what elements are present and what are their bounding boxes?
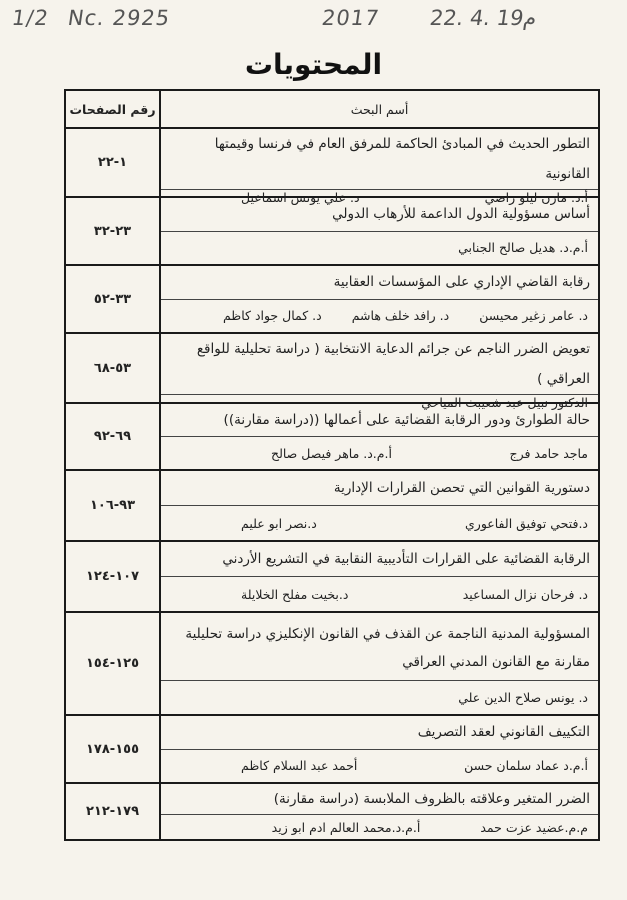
- handwritten-year: 2017: [320, 6, 382, 30]
- research-title: أساس مسؤولية الدول الداعمة للأرهاب الدولي: [161, 198, 598, 232]
- page-range: ١٧٩-٢١٢: [85, 804, 140, 819]
- author: د. فرحان نزال المساعيد: [462, 586, 588, 602]
- page-range: ٢٣-٣٢: [93, 223, 132, 239]
- page-range: ٩٣-١٠٦: [89, 498, 136, 513]
- author: الدكتور نبيل عبد شعيبث المياحي: [421, 395, 588, 410]
- author: أ.د. مازن ليلو راضي: [484, 190, 588, 205]
- author: أحمد عبد السلام كاظم: [241, 758, 358, 774]
- handwritten-date: 22. 4. 19م: [428, 6, 539, 30]
- research-title: دستورية القوانين التي تحصن القرارات الإدارية: [161, 471, 598, 506]
- author: م.م.عضيد عزت حمد: [480, 819, 588, 835]
- page-range: ٣٣-٥٢: [93, 291, 132, 307]
- author: أ.م.د. هديل صالح الجنابي: [458, 240, 588, 256]
- authors: [161, 232, 598, 265]
- page-range: ١٠٧-١٢٤: [85, 569, 140, 584]
- handwritten-ref-number: Nc. 2925: [66, 6, 172, 30]
- page-range: ١-٢٢: [97, 155, 128, 170]
- research-title: رقابة القاضي الإداري على المؤسسات العقابية: [161, 266, 598, 300]
- author: د.نصر ابو عليم: [241, 515, 317, 531]
- research-title: المسؤولية المدنية الناجمة عن القذف في القانون الإنكليزي دراسة تحليلية مقارنة مع القانون المدني العراقي: [161, 613, 598, 681]
- table-header: [66, 91, 598, 129]
- research-title: الرقابة القضائية على القرارات التأديبية النقابية في التشريع الأردني: [161, 542, 598, 577]
- author: ماجد حامد فرج: [509, 445, 588, 461]
- contents-table: [64, 89, 600, 841]
- table-row: [66, 404, 598, 471]
- header-pages: رقم الصفحات: [69, 101, 156, 117]
- author: د.فتحي توفيق الفاعوري: [465, 515, 588, 531]
- research-title: التطور الحديث في المبادئ الحاكمة للمرفق العام في فرنسا وقيمتها القانونية: [161, 129, 598, 190]
- page-title: المحتويات: [244, 48, 383, 81]
- research-title: الضرر المتغير وعلاقته بالظروف الملابسة (دراسة مقارنة): [161, 784, 598, 815]
- authors: [161, 506, 598, 540]
- handwritten-ref-left: 1/2: [10, 6, 51, 30]
- author: د. عامر زغير محيسن: [479, 308, 588, 324]
- page-range: ١٢٥-١٥٤: [85, 656, 140, 671]
- table-row: [66, 129, 598, 205]
- author: د. يونس صلاح الدين علي: [458, 690, 588, 706]
- authors: [161, 750, 598, 783]
- page-range: ١٥٥-١٧٨: [85, 741, 140, 757]
- page-range: ٥٣-٦٨: [93, 360, 132, 376]
- header-title: أسم البحث: [159, 91, 598, 127]
- author: أ.م.د عماد سلمان حسن: [464, 758, 588, 774]
- page-range: ٦٩-٩٢: [93, 429, 132, 444]
- table-row: [66, 784, 598, 839]
- author: د. كمال جواد كاظم: [222, 308, 322, 324]
- table-row: [66, 266, 598, 334]
- author: د. علي يونس اسماعيل: [241, 190, 360, 205]
- author: د. رافد خلف هاشم: [351, 308, 450, 324]
- authors: [161, 437, 598, 469]
- table-row: [66, 542, 598, 613]
- table-row: [66, 198, 598, 266]
- author: أ.م.د. ماهر فيصل صالح: [271, 445, 392, 461]
- table-row: [66, 716, 598, 784]
- authors: [161, 577, 598, 611]
- authors: [161, 300, 598, 333]
- authors: [161, 815, 598, 839]
- table-row: [66, 471, 598, 542]
- table-row: [66, 334, 598, 410]
- research-title: التكييف القانوني لعقد التصريف: [161, 716, 598, 750]
- author: د.بخيت مفلح الخلايلة: [241, 586, 349, 602]
- authors: [161, 681, 598, 714]
- author: أ.م.د.محمد العالم ادم ابو زيد: [271, 819, 421, 835]
- research-title: حالة الطوارئ ودور الرقابة القضائية على أعمالها ((دراسة مقارنة)): [161, 404, 598, 437]
- table-row: [66, 613, 598, 716]
- research-title: تعويض الضرر الناجم عن جرائم الدعاية الانتخابية ( دراسة تحليلية للواقع العراقي ): [161, 334, 598, 395]
